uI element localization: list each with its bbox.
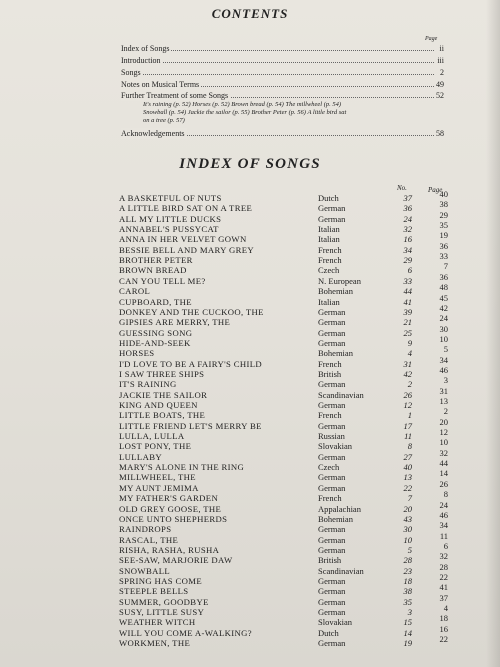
song-origin: Slovakian <box>318 617 352 628</box>
song-number: 18 <box>403 576 412 586</box>
song-title: GIPSIES ARE MERRY, THE <box>119 317 231 328</box>
song-title: WILL YOU COME A-WALKING? <box>119 627 252 638</box>
song-origin: Italian <box>318 296 340 307</box>
song-page: 29 <box>439 209 448 220</box>
toc-entry-page: 52 <box>436 91 444 100</box>
song-number: 39 <box>403 306 412 317</box>
song-origin: Italian <box>318 224 340 235</box>
toc-entry-label: Further Treatment of some Songs <box>121 91 229 100</box>
song-number: 13 <box>403 472 412 483</box>
song-number: 3 <box>407 607 412 617</box>
song-page: 10 <box>439 333 448 344</box>
song-origin: German <box>318 451 346 462</box>
song-title: BROWN BREAD <box>119 265 187 276</box>
song-number: 44 <box>403 286 412 297</box>
song-title: LULLABY <box>119 451 162 462</box>
song-origin: French <box>318 244 342 255</box>
song-title: SUMMER, GOODBYE <box>119 596 209 607</box>
song-number: 6 <box>407 265 412 276</box>
song-origin: German <box>318 327 346 338</box>
song-page: 8 <box>443 489 448 500</box>
song-origin: German <box>318 400 346 410</box>
song-page: 37 <box>439 592 448 603</box>
toc-entry-page: 2 <box>440 68 444 77</box>
song-origin: German <box>318 379 346 390</box>
song-origin: Dutch <box>318 193 339 203</box>
toc-entry-label: Introduction <box>121 56 161 65</box>
song-number: 4 <box>407 348 412 359</box>
index-heading: INDEX OF SONGS <box>179 156 321 172</box>
song-origin: German <box>318 524 346 535</box>
song-number: 30 <box>403 524 412 535</box>
song-title: IT'S RAINING <box>119 379 177 390</box>
song-number: 40 <box>403 462 412 473</box>
song-origin: German <box>318 472 346 483</box>
song-origin: British <box>318 555 342 566</box>
song-number: 27 <box>403 451 412 462</box>
song-origin: Russian <box>318 431 345 441</box>
song-number: 37 <box>403 193 412 203</box>
song-title: LITTLE FRIEND LET'S MERRY BE <box>119 420 262 431</box>
song-origin: Bohemian <box>318 348 353 359</box>
song-origin: Czech <box>318 265 340 276</box>
toc-subentries-line: on a tree (p. 57) <box>143 117 185 124</box>
song-title: MILLWHEEL, THE <box>119 472 196 483</box>
song-page: 41 <box>439 582 448 593</box>
toc-entry-page: 49 <box>436 80 444 89</box>
song-page: 30 <box>439 323 448 334</box>
song-number: 11 <box>404 431 412 441</box>
song-title: ONCE UNTO SHEPHERDS <box>119 513 228 524</box>
song-page: 33 <box>439 251 448 262</box>
toc-subentries-line: Snowball (p. 54) Jackie the sailor (p. 55) Brother Peter (p. 56) A little bird sat <box>143 109 347 116</box>
song-origin: German <box>318 203 346 214</box>
song-title: HIDE-AND-SEEK <box>119 337 191 348</box>
song-origin: German <box>318 306 346 317</box>
song-number: 2 <box>407 379 412 390</box>
song-title: A BASKETFUL OF NUTS <box>119 193 222 203</box>
song-origin: German <box>318 586 346 597</box>
contents-page-column-label: Page <box>425 36 438 42</box>
song-page: 22 <box>439 572 448 582</box>
song-title: WORKMEN, THE <box>119 638 191 648</box>
song-page: 46 <box>439 509 448 520</box>
song-origin: German <box>318 482 346 493</box>
song-title: BESSIE BELL AND MARY GREY <box>119 244 255 255</box>
toc-subentries-line: It's raining (p. 52) Horses (p. 52) Brown bread (p. 54) The millwheel (p. 54) <box>143 101 342 108</box>
song-origin: German <box>318 596 346 607</box>
song-number: 33 <box>403 275 412 286</box>
song-number: 35 <box>403 596 412 607</box>
song-title: SUSY, LITTLE SUSY <box>119 607 205 617</box>
toc-entry-label: Index of Songs <box>121 44 170 53</box>
song-page: 19 <box>439 230 448 241</box>
song-origin: German <box>318 337 346 348</box>
index-no-column-label: No. <box>397 184 407 192</box>
song-title: LITTLE BOATS, THE <box>119 410 206 421</box>
song-page: 5 <box>443 344 448 355</box>
song-number: 14 <box>403 627 412 638</box>
song-page: 24 <box>439 313 448 324</box>
song-page: 6 <box>443 540 448 551</box>
song-page: 44 <box>439 458 448 469</box>
song-page: 2 <box>443 406 448 417</box>
song-page: 36 <box>439 240 448 251</box>
index-page-column-label: Page <box>428 186 443 194</box>
song-number: 9 <box>407 337 412 348</box>
song-page: 32 <box>439 447 448 458</box>
song-title: BROTHER PETER <box>119 255 193 266</box>
song-title: RASCAL, THE <box>119 534 179 545</box>
song-page: 24 <box>439 499 448 510</box>
song-number: 23 <box>403 565 412 576</box>
song-origin: Scandinavian <box>318 565 364 576</box>
song-title: MY FATHER'S GARDEN <box>119 493 219 504</box>
toc-entry-label: Songs <box>121 68 141 77</box>
song-number: 7 <box>407 493 412 504</box>
toc-entry-label: Notes on Musical Terms <box>121 80 200 89</box>
song-origin: French <box>318 410 342 421</box>
song-number: 26 <box>403 389 412 400</box>
song-title: RISHA, RASHA, RUSHA <box>119 544 220 555</box>
song-page: 14 <box>439 468 448 479</box>
song-origin: N. European <box>318 275 361 286</box>
song-title: JACKIE THE SAILOR <box>119 389 208 400</box>
song-number: 10 <box>403 534 412 545</box>
song-origin: Italian <box>318 234 340 245</box>
song-title: RAINDROPS <box>119 524 172 535</box>
song-number: 25 <box>403 327 412 338</box>
song-page: 46 <box>439 364 448 375</box>
song-number: 24 <box>403 213 412 224</box>
toc-entry-page: 58 <box>436 129 444 138</box>
song-title: ALL MY LITTLE DUCKS <box>119 213 222 224</box>
song-title: DONKEY AND THE CUCKOO, THE <box>119 306 264 317</box>
song-title: WEATHER WITCH <box>119 617 196 628</box>
song-origin: German <box>318 420 346 431</box>
song-title: CAROL <box>119 286 151 297</box>
song-page: 12 <box>439 427 448 437</box>
toc-entry-page: ii <box>439 44 444 53</box>
song-page: 20 <box>439 416 448 427</box>
song-title: CAN YOU TELL ME? <box>119 275 206 286</box>
song-origin: German <box>318 576 346 586</box>
song-page: 4 <box>443 603 448 613</box>
song-origin: Appalachian <box>318 503 361 514</box>
song-title: MARY'S ALONE IN THE RING <box>119 462 245 473</box>
song-page: 22 <box>439 634 448 644</box>
song-title: A LITTLE BIRD SAT ON A TREE <box>119 203 253 214</box>
song-number: 38 <box>403 586 412 597</box>
song-title: LOST PONY, THE <box>119 441 192 452</box>
song-number: 28 <box>403 555 412 566</box>
song-page: 16 <box>439 623 448 634</box>
song-number: 16 <box>403 234 412 245</box>
song-number: 29 <box>403 255 412 266</box>
song-page: 32 <box>439 551 448 562</box>
song-page: 7 <box>443 261 448 272</box>
song-title: OLD GREY GOOSE, THE <box>119 503 222 514</box>
song-page: 35 <box>439 220 448 231</box>
song-page: 34 <box>439 354 448 365</box>
song-origin: Scandinavian <box>318 389 364 400</box>
song-number: 41 <box>403 296 412 307</box>
song-title: STEEPLE BELLS <box>119 586 189 597</box>
song-title: HORSES <box>119 348 155 359</box>
song-page: 11 <box>439 530 448 541</box>
toc-entry-label: Acknowledgements <box>121 129 185 138</box>
song-title: LULLA, LULLA <box>119 431 185 441</box>
song-origin: German <box>318 607 346 617</box>
song-page: 26 <box>439 478 448 489</box>
song-origin: British <box>318 368 342 379</box>
song-number: 5 <box>407 544 412 555</box>
song-origin: French <box>318 493 342 504</box>
song-origin: French <box>318 255 342 266</box>
song-origin: Bohemian <box>318 513 353 524</box>
song-origin: Czech <box>318 462 340 473</box>
song-origin: Slovakian <box>318 441 352 452</box>
song-page: 18 <box>439 613 448 624</box>
song-origin: German <box>318 317 346 328</box>
toc-entry-page: iii <box>437 56 444 65</box>
toc-entry <box>121 43 444 54</box>
song-page: 28 <box>439 561 448 572</box>
song-number: 34 <box>403 244 412 255</box>
toc-entry <box>121 79 444 90</box>
song-number: 32 <box>403 224 412 235</box>
song-page: 31 <box>439 385 448 396</box>
song-number: 21 <box>403 317 412 328</box>
song-number: 31 <box>403 358 412 369</box>
song-title: SPRING HAS COME <box>119 576 202 586</box>
song-number: 19 <box>403 638 412 648</box>
song-number: 8 <box>407 441 412 452</box>
song-title: ANNA IN HER VELVET GOWN <box>119 234 247 245</box>
song-title: I SAW THREE SHIPS <box>119 368 205 379</box>
song-number: 42 <box>403 368 412 379</box>
song-title: MY AUNT JEMIMA <box>119 482 199 493</box>
toc-entry <box>121 55 444 66</box>
song-page: 40 <box>439 189 448 199</box>
song-origin: German <box>318 534 346 545</box>
song-page: 3 <box>443 375 448 386</box>
song-title: SEE-SAW, MARJORIE DAW <box>119 555 233 566</box>
song-page: 45 <box>439 292 448 303</box>
song-number: 20 <box>403 503 412 514</box>
song-title: GUESSING SONG <box>119 327 193 338</box>
contents-heading: CONTENTS <box>211 6 289 21</box>
song-number: 15 <box>403 617 412 628</box>
song-title: SNOWBALL <box>119 565 171 576</box>
song-page: 10 <box>439 437 448 448</box>
song-number: 43 <box>403 513 412 524</box>
song-origin: Dutch <box>318 627 339 638</box>
song-number: 22 <box>403 482 412 493</box>
song-page: 42 <box>439 302 448 313</box>
song-title: CUPBOARD, THE <box>119 296 192 307</box>
song-page: 13 <box>439 396 448 406</box>
song-origin: German <box>318 638 346 648</box>
song-number: 12 <box>403 400 412 410</box>
song-page: 48 <box>439 282 448 293</box>
toc-entry <box>121 90 444 101</box>
song-number: 17 <box>403 420 412 431</box>
song-origin: German <box>318 213 346 224</box>
song-origin: French <box>318 358 342 369</box>
song-number: 36 <box>403 203 412 214</box>
song-title: ANNABEL'S PUSSYCAT <box>119 224 219 235</box>
song-number: 1 <box>407 410 412 421</box>
song-origin: German <box>318 544 346 555</box>
song-title: I'D LOVE TO BE A FAIRY'S CHILD <box>119 358 262 369</box>
toc-entry <box>121 128 444 139</box>
song-title: KING AND QUEEN <box>119 400 198 410</box>
song-page: 36 <box>439 271 448 282</box>
song-page: 38 <box>439 199 448 210</box>
song-page: 34 <box>439 520 448 531</box>
toc-entry <box>121 67 444 78</box>
song-origin: Bohemian <box>318 286 353 297</box>
